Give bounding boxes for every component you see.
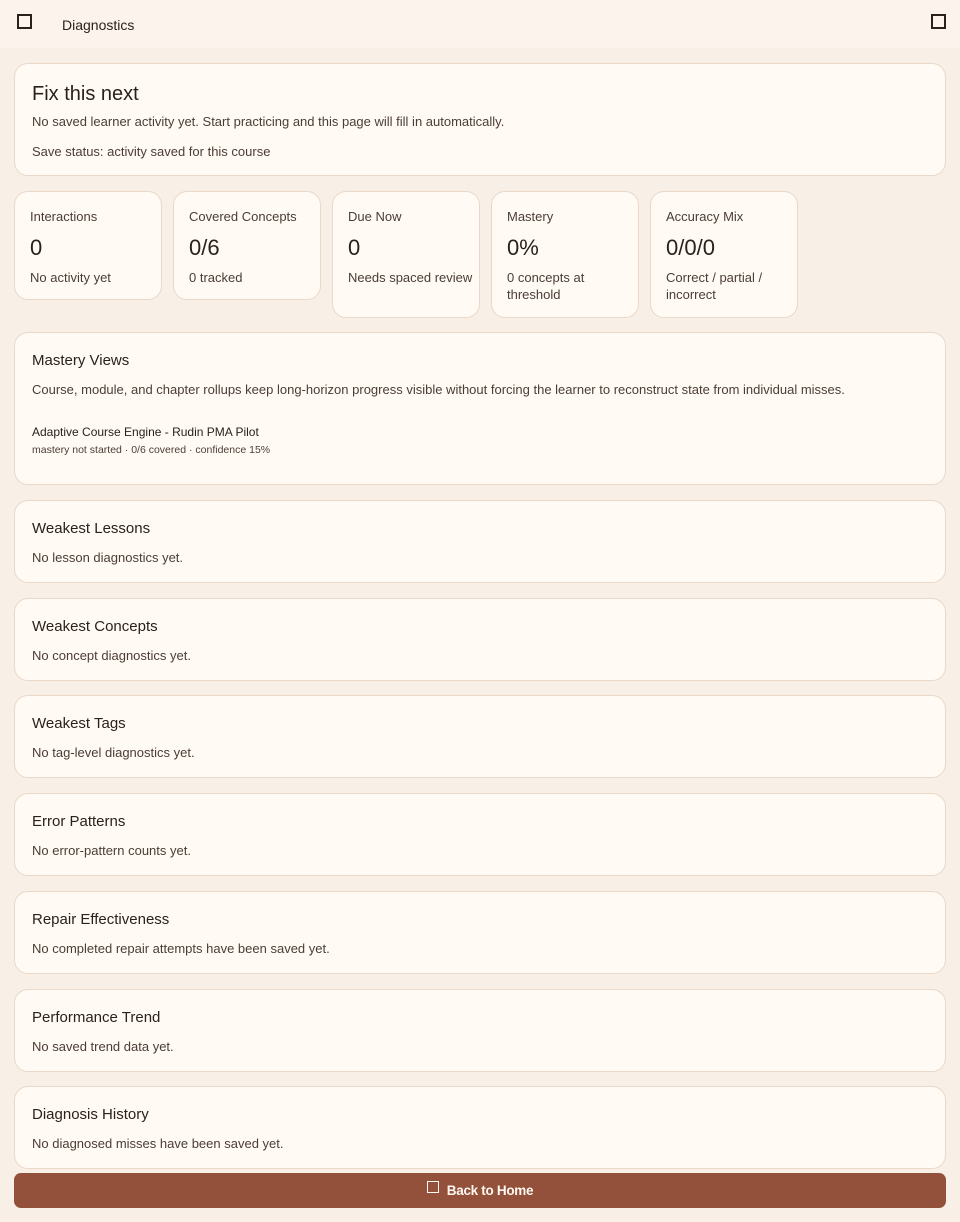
- section-title: Error Patterns: [32, 813, 126, 830]
- save-status: Save status: activity saved for this course: [32, 144, 271, 159]
- stat-value: 0: [348, 235, 361, 260]
- page-title: Diagnostics: [62, 17, 135, 33]
- back-to-home-label: Back to Home: [446, 1183, 534, 1198]
- course-name: Adaptive Course Engine - Rudin PMA Pilot: [32, 425, 259, 439]
- stat-value: 0/0/0: [666, 235, 715, 260]
- stat-value: 0: [30, 235, 43, 260]
- hero-message: No saved learner activity yet. Start practicing and this page will fill in automatically.: [32, 114, 505, 129]
- section-title: Weakest Tags: [32, 715, 126, 732]
- stat-label: Due Now: [348, 209, 402, 224]
- mastery-description: Course, module, and chapter rollups keep long-horizon progress visible without forcing the learner to reconstruct state from individual misses.: [32, 382, 845, 397]
- stat-sub: Correct / partial / incorrect: [666, 270, 763, 302]
- stat-accuracy-mix: [650, 191, 798, 318]
- stat-sub: Needs spaced review: [348, 270, 473, 285]
- section-title: Mastery Views: [32, 352, 130, 369]
- square-icon: [427, 1181, 439, 1193]
- fix-this-next-card: [14, 63, 946, 176]
- weakest-concepts-card: [14, 598, 946, 681]
- stat-value: 0%: [507, 235, 539, 260]
- stat-interactions: [14, 191, 162, 300]
- section-message: No tag-level diagnostics yet.: [32, 745, 195, 760]
- mastery-views-card: [14, 332, 946, 485]
- section-title: Diagnosis History: [32, 1106, 149, 1123]
- section-message: No saved trend data yet.: [32, 1039, 174, 1054]
- back-to-home-button[interactable]: [14, 1173, 946, 1208]
- stat-value: 0/6: [189, 235, 220, 260]
- section-title: Weakest Lessons: [32, 520, 151, 537]
- stat-label: Covered Concepts: [189, 209, 297, 224]
- diagnosis-history-card: [14, 1086, 946, 1169]
- section-title: Weakest Concepts: [32, 618, 158, 635]
- section-message: No error-pattern counts yet.: [32, 843, 191, 858]
- stat-sub: No activity yet: [30, 270, 111, 285]
- stat-label: Mastery: [507, 209, 554, 224]
- stat-due-now: [332, 191, 480, 318]
- section-message: No concept diagnostics yet.: [32, 648, 191, 663]
- section-message: No diagnosed misses have been saved yet.: [32, 1136, 284, 1151]
- stat-sub: 0 tracked: [189, 270, 243, 285]
- stat-label: Accuracy Mix: [666, 209, 744, 224]
- section-message: No completed repair attempts have been saved yet.: [32, 941, 330, 956]
- weakest-lessons-card: [14, 500, 946, 583]
- top-app-bar: [0, 0, 960, 48]
- course-meta: mastery not started · 0/6 covered · confidence 15%: [32, 444, 271, 456]
- section-title: Repair Effectiveness: [32, 911, 170, 928]
- stat-covered-concepts: [173, 191, 321, 300]
- repair-effectiveness-card: [14, 891, 946, 974]
- hero-title: Fix this next: [32, 83, 139, 105]
- performance-trend-card: [14, 989, 946, 1072]
- stat-sub: 0 concepts at threshold: [507, 270, 585, 302]
- section-message: No lesson diagnostics yet.: [32, 550, 184, 565]
- action-square-icon[interactable]: [931, 14, 946, 29]
- weakest-tags-card: [14, 695, 946, 778]
- menu-square-icon[interactable]: [17, 14, 32, 29]
- stat-mastery: [491, 191, 639, 318]
- stat-label: Interactions: [30, 209, 98, 224]
- error-patterns-card: [14, 793, 946, 876]
- section-title: Performance Trend: [32, 1009, 161, 1026]
